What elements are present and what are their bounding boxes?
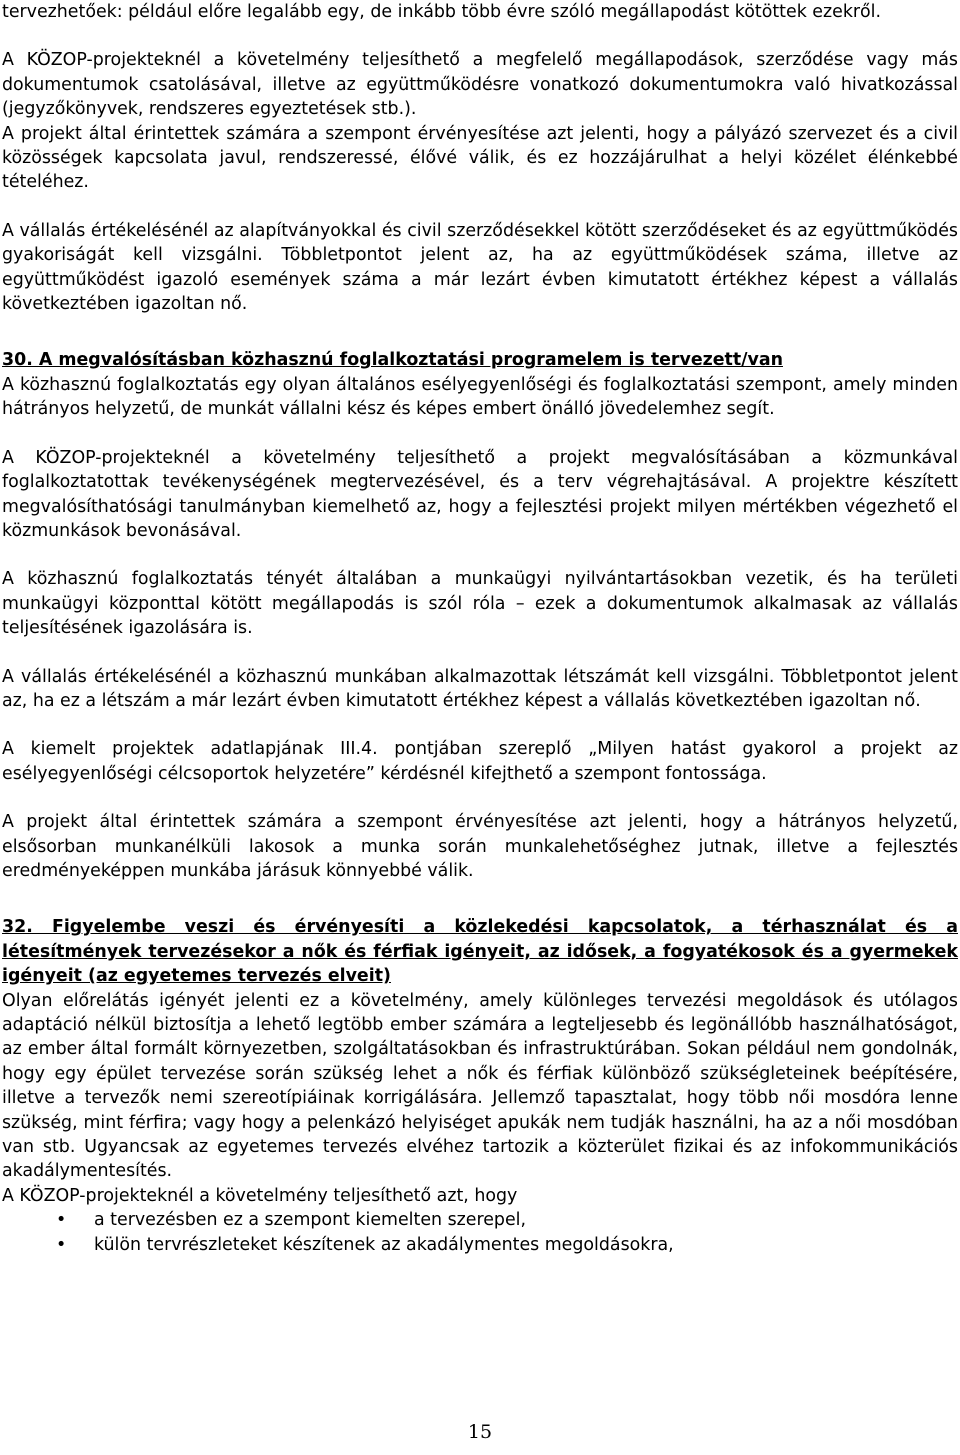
paragraph: A projekt által érintettek számára a szempont érvényesítése azt jelenti, hogy a hátrányos helyzetű, elsősorban munkanélküli lakosok a munka során munkalehetőséghez jutnak, illetve a fejlesztés eredményeképpen munkába járásuk könnyebbé válik. [2, 812, 958, 881]
list-item [2, 1233, 958, 1257]
section-heading-30: 30. A megvalósításban közhasznú foglalkoztatási programelem is tervezett/van [2, 350, 783, 371]
paragraph: A KÖZOP-projekteknél a követelmény teljesíthető a projekt megvalósításában a közmunkával foglalkoztatottak tevékenységének megtervezésével, és a terv végrehajtásával. A projektre készített megvalósíthatósági tanulmányban kiemelhető az, hogy a fejlesztési projekt milyen mértékben végezhető el közmunkások bevonásával. [2, 447, 958, 541]
bullet-list [2, 1208, 958, 1257]
paragraph: Olyan előrelátás igényét jelenti ez a követelmény, amely különleges tervezési megoldások és utólagos adaptáció nélkül biztosítja a lehető legtöbb ember számára a legteljesebb és legönállóbb használhatóságot, az ember által formált környezetben, szolgáltatásokban és infrastruktúrában. Sokan például nem gondolnák, hogy egy épület tervezése során szükség lehet a nők és férfiak különböző szükségleteinek beépítésére, illetve a tervezők nemi szereotípiáinak korrigálására. Jellemző tapasztalat, hogy több női mosdóra lenne szükség, mint férfira; vagy hogy a pelenkázó helyiséget apukák nem tudják használni, ha az a női mosdóban van stb. Ugyancsak az egyetemes tervezés elvéhez tartozik a közterület fizikai és az infokommunikációs akadálymentesítés. [2, 990, 958, 1182]
paragraph: A kiemelt projektek adatlapjának III.4. pontjában szereplő „Milyen hatást gyakorol a projekt az esélyegyenlőségi célcsoportok helyzetére” kérdésnél kifejthető a szempont fontossága. [2, 739, 958, 784]
list-intro: A KÖZOP-projekteknél a követelmény teljesíthető azt, hogy [2, 1185, 518, 1206]
bullet-icon: • [56, 1234, 67, 1255]
paragraph: A közhasznú foglalkoztatás egy olyan általános esélyegyenlőségi és foglalkoztatási szempont, amely minden hátrányos helyzetű, de munkát vállalni kész és képes embert önálló jövedelemhez segít. [2, 374, 958, 420]
paragraph: tervezhetőek: például előre legalább egy, de inkább több évre szóló megállapodást kötöttek ezekről. [2, 2, 882, 22]
bullet-icon: • [56, 1210, 67, 1231]
section-heading-32: 32. Figyelembe veszi és érvényesíti a közlekedési kapcsolatok, a térhasználat és a létesítmények tervezésekor a nők és férfiak igényeit, az idősek, a fogyatékosok és a gyermekek igényeit (az egyetemes tervezés elveit) [2, 917, 958, 987]
page-number: 15 [467, 1421, 493, 1443]
paragraph: A közhasznú foglalkoztatás tényét általában a munkaügyi nyilvántartásokban vezetik, és ha területi munkaügyi központtal kötött megállapodás is szól róla – ezek a dokumentumok alkalmasak az vállalás teljesítésének igazolására is. [2, 569, 958, 639]
paragraph: A KÖZOP-projekteknél a követelmény teljesíthető a megfelelő megállapodások, szerződése vagy más dokumentumok csatolásával, illetve az együttműködésre vonatkozó dokumentumokra való hivatkozással (jegyzőkönyvek, rendszeres egyeztetések stb.). [2, 50, 958, 120]
paragraph: A vállalás értékelésénél a közhasznú munkában alkalmazottak létszámát kell vizsgálni. Többletpontot jelent az, ha ez a létszám a már lezárt évben kimutatott értékhez képest a vállalás következtében igazoltan nő. [2, 666, 958, 711]
list-item-text: külön tervrészleteket készítenek az akadálymentes megoldásokra, [94, 1234, 674, 1255]
paragraph: A vállalás értékelésénél az alapítványokkal és civil szerződésekkel kötött szerződéseket és az együttműködés gyakoriságát kell vizsgálni. Többletpontot jelent az, ha az együttműködések száma, illetve az együttműködést igazoló események száma a már lezárt évben kimutatott értékhez képest a vállalás következtében igazoltan nő. [2, 220, 958, 315]
list-item-text: a tervezésben ez a szempont kiemelten szerepel, [94, 1210, 527, 1231]
list-item [2, 1208, 958, 1232]
paragraph: A projekt által érintettek számára a szempont érvényesítése azt jelenti, hogy a pályázó szervezet és a civil közösségek kapcsolata javul, rendszeressé, élővé válik, és ez hozzájárulhat a helyi közélet élénkebbé tételéhez. [2, 123, 958, 193]
document-page [2, 0, 958, 1257]
